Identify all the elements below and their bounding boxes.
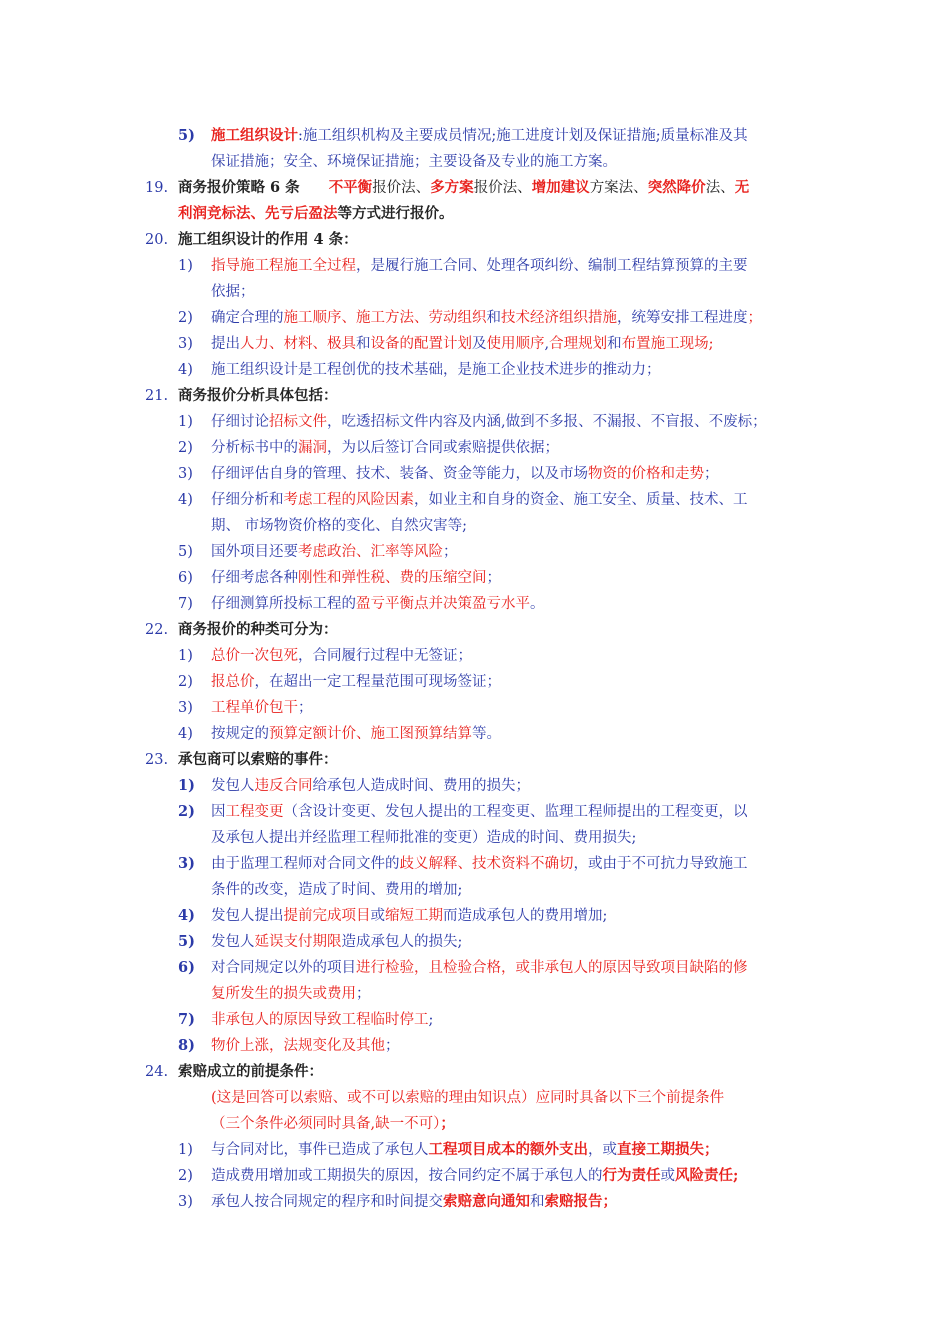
line-text bbox=[211, 1114, 455, 1134]
text-run: ； bbox=[486, 570, 501, 586]
line-text bbox=[178, 750, 338, 770]
text-run: 延误支付期限 bbox=[254, 934, 342, 950]
item-number: 2) bbox=[178, 674, 193, 690]
text-run: 国外项目还要 bbox=[211, 544, 298, 560]
text-run: 或 bbox=[370, 908, 385, 924]
text-run: 施工顺序、施工方法、劳动组织 bbox=[283, 310, 487, 326]
item-number: 8) bbox=[178, 1037, 195, 1054]
line-text bbox=[211, 256, 748, 276]
text-run: 等方式进行报价。 bbox=[337, 205, 454, 222]
line-text bbox=[211, 412, 767, 432]
text-run: ，为以后签订合同或索赔提供依据； bbox=[327, 440, 559, 456]
item-number: 5) bbox=[178, 127, 195, 144]
text-run: 施工组织设计是工程创优的技术基础，是施工企业技术进步的推动力； bbox=[211, 362, 661, 378]
text-run: ，是履行施工合同、处理各项纠纷、编制工程结算预算的主要 bbox=[356, 258, 748, 274]
text-run: 考虑工程的风险因素 bbox=[283, 492, 414, 508]
line-text bbox=[211, 594, 545, 614]
text-run: 盈亏平衡点并决策盈亏水平 bbox=[356, 596, 530, 612]
text-run: 使用顺序 bbox=[486, 336, 545, 352]
text-run: 报价法、 bbox=[372, 180, 431, 196]
text-run: 技术经济组织措施 bbox=[501, 310, 617, 326]
section-number: 23. bbox=[145, 752, 169, 768]
text-run: 物资的价格和走势 bbox=[588, 466, 704, 482]
text-run: 与合同对比，事件已造成了承包人 bbox=[211, 1142, 429, 1158]
text-run: 和 bbox=[356, 336, 371, 352]
text-run: ； bbox=[298, 700, 313, 716]
text-run: 不平衡 bbox=[328, 179, 373, 196]
line-text bbox=[211, 490, 748, 510]
text-run: 利润竞标法、先亏后盈法 bbox=[178, 205, 338, 222]
text-run: 按规定的 bbox=[211, 726, 269, 742]
text-run: 布置施工现场; bbox=[621, 336, 714, 352]
line-text bbox=[211, 126, 748, 146]
text-run: 保证措施；安全、环境保证措施；主要设备及专业的施工方案。 bbox=[211, 154, 617, 170]
text-run: 总价一次包死 bbox=[211, 648, 298, 664]
line-text bbox=[211, 984, 371, 1004]
text-run: 招标文件 bbox=[269, 414, 327, 430]
line-text bbox=[211, 568, 501, 588]
text-run: ，如业主和自身的资金、施工安全、质量、技术、工 bbox=[414, 492, 748, 508]
text-run: 法、 bbox=[705, 180, 735, 196]
text-run: 商务报价的种类可分为： bbox=[178, 621, 338, 638]
text-run: 施工组织设计 bbox=[211, 127, 298, 144]
text-run: 报总价 bbox=[211, 674, 255, 690]
line-text bbox=[211, 152, 617, 172]
line-text bbox=[211, 724, 501, 744]
text-run: 。 bbox=[530, 596, 545, 612]
text-run: 确定合理的 bbox=[211, 310, 284, 326]
line-text bbox=[211, 828, 636, 848]
item-number: 4) bbox=[178, 362, 193, 378]
text-run: , bbox=[544, 336, 550, 352]
line-text bbox=[211, 1192, 617, 1212]
line-text bbox=[178, 230, 358, 250]
item-number: 6) bbox=[178, 570, 193, 586]
item-number: 3) bbox=[178, 336, 193, 352]
line-text bbox=[211, 698, 313, 718]
text-run: 预算定额计价、施工图预算结算 bbox=[269, 726, 472, 742]
text-run: 合理规划 bbox=[549, 336, 608, 352]
line-text bbox=[211, 360, 661, 380]
line-text bbox=[211, 1036, 400, 1056]
line-text bbox=[211, 1140, 719, 1160]
text-run: 复所发生的损失或费用 bbox=[211, 986, 356, 1002]
text-run: 仔细分析和 bbox=[211, 492, 284, 508]
text-run: 依据； bbox=[211, 284, 255, 300]
text-run: ，或由于不可抗力导致施工 bbox=[573, 856, 748, 872]
text-run: 分析标书中的 bbox=[211, 440, 298, 456]
line-text bbox=[178, 1062, 323, 1082]
item-number: 3) bbox=[178, 466, 193, 482]
text-run: 多方案 bbox=[430, 179, 474, 196]
text-run: 仔细考虑各种 bbox=[211, 570, 298, 586]
text-run: 考虑政治、汇率等风险 bbox=[298, 544, 443, 560]
item-number: 5) bbox=[178, 933, 195, 950]
line-text bbox=[211, 776, 530, 796]
text-run: 承包商可以索赔的事件： bbox=[178, 751, 338, 768]
text-run: (这是回答可以索赔、或不可以索赔的理由知识点）应同时具备以下三个前提条件 bbox=[211, 1090, 725, 1106]
text-run: 发包人 bbox=[211, 778, 255, 794]
text-run: :施工组织机构及主要成员情况;施工进度计划及保证措施;质量标准及其 bbox=[298, 128, 748, 144]
text-run: ; bbox=[428, 1012, 434, 1028]
line-text bbox=[211, 802, 748, 822]
text-run: 工程项目成本的额外支出 bbox=[428, 1141, 588, 1158]
text-run: 违反合同 bbox=[254, 778, 313, 794]
item-number: 3) bbox=[178, 855, 195, 872]
text-run: 设备的配置计划 bbox=[370, 336, 472, 352]
text-run: 工程单价包干 bbox=[211, 700, 298, 716]
line-text bbox=[211, 542, 458, 562]
text-run: （含设计变更、发包人提出的工程变更、监理工程师提出的工程变更，以 bbox=[283, 804, 748, 820]
text-run: 及承包人提出并经监理工程师批准的变更）造成的时间、费用损失; bbox=[211, 830, 637, 846]
text-run: 仔细测算所投标工程的 bbox=[211, 596, 356, 612]
text-run: 漏洞 bbox=[298, 440, 327, 456]
text-run: ； bbox=[443, 544, 458, 560]
text-run: 商务报价分析具体包括： bbox=[178, 387, 338, 404]
text-run: 等。 bbox=[472, 726, 501, 742]
text-run: 提出 bbox=[211, 336, 240, 352]
text-run: 非承包人的原因导致工程临时停工 bbox=[211, 1012, 429, 1028]
text-run: ； bbox=[356, 986, 371, 1002]
item-number: 1) bbox=[178, 648, 193, 664]
section-number: 20. bbox=[145, 232, 169, 248]
item-number: 2) bbox=[178, 440, 193, 456]
item-number: 4) bbox=[178, 726, 193, 742]
text-run: 方案法、 bbox=[589, 180, 648, 196]
item-number: 7) bbox=[178, 596, 193, 612]
text-run: 和 bbox=[486, 310, 501, 326]
item-number: 6) bbox=[178, 959, 195, 976]
line-text bbox=[211, 854, 748, 874]
text-run: ，在超出一定工程量范围可现场签证； bbox=[254, 674, 501, 690]
line-text bbox=[178, 204, 454, 224]
text-run: 行为责任 bbox=[602, 1167, 661, 1184]
item-number: 1) bbox=[178, 777, 195, 794]
line-text bbox=[178, 620, 338, 640]
text-run: 仔细讨论 bbox=[211, 414, 269, 430]
text-run: ； bbox=[385, 1038, 400, 1054]
text-run: 索赔意向通知 bbox=[443, 1193, 530, 1210]
item-number: 1) bbox=[178, 258, 193, 274]
line-text bbox=[211, 1010, 433, 1030]
text-run: 人力、材料、极具 bbox=[240, 336, 356, 352]
text-run: 物价上涨，法规变化及其他 bbox=[211, 1038, 385, 1054]
item-number: 7) bbox=[178, 1011, 195, 1028]
text-run: 由于监理工程师对合同文件的 bbox=[211, 856, 400, 872]
text-run: 进行检验，且检验合格，或非承包人的原因导致项目缺陷的修 bbox=[356, 960, 748, 976]
text-run: 歧义解释、技术资料不确切 bbox=[399, 856, 574, 872]
item-number: 3) bbox=[178, 700, 193, 716]
text-run: 无 bbox=[734, 179, 750, 196]
text-run: 及 bbox=[472, 336, 487, 352]
line-text bbox=[211, 1166, 738, 1186]
item-number: 2) bbox=[178, 803, 195, 820]
line-text bbox=[211, 516, 467, 536]
line-text bbox=[211, 672, 501, 692]
text-run: 期、 市场物资价格的变化、自然灾害等; bbox=[211, 518, 467, 534]
text-run: 发包人提出 bbox=[211, 908, 284, 924]
text-run: 因 bbox=[211, 804, 226, 820]
text-run: 提前完成项目 bbox=[283, 908, 371, 924]
item-number: 5) bbox=[178, 544, 193, 560]
line-text bbox=[178, 386, 338, 406]
text-run: ； bbox=[440, 1115, 455, 1132]
text-run: 增加建议 bbox=[531, 179, 590, 196]
section-number: 19. bbox=[145, 180, 169, 196]
text-run: 承包人按合同规定的程序和时间提交 bbox=[211, 1194, 443, 1210]
line-text bbox=[211, 646, 472, 666]
text-run: 商务报价策略 6 条 bbox=[178, 179, 300, 196]
text-run: 缩短工期 bbox=[385, 908, 443, 924]
text-run: 索赔报告； bbox=[544, 1193, 617, 1210]
text-run: 索赔成立的前提条件： bbox=[178, 1063, 323, 1080]
text-run bbox=[300, 180, 329, 196]
item-number: 1) bbox=[178, 1142, 193, 1158]
text-run: 刚性和弹性税、费的压缩空间 bbox=[298, 570, 487, 586]
item-number: 1) bbox=[178, 414, 193, 430]
text-run: 造成费用增加或工期损失的原因，按合同约定不属于承包人的 bbox=[211, 1168, 603, 1184]
text-run: 报价法、 bbox=[473, 180, 532, 196]
section-number: 21. bbox=[145, 388, 169, 404]
text-run: ，吃透招标文件内容及内涵,做到不多报、不漏报、不盲报、不废标； bbox=[327, 414, 767, 430]
line-text bbox=[211, 308, 762, 328]
item-number: 2) bbox=[178, 1168, 193, 1184]
text-run: ，合同履行过程中无签证； bbox=[298, 648, 472, 664]
section-number: 24. bbox=[145, 1064, 169, 1080]
text-run: ； bbox=[747, 310, 762, 326]
line-text bbox=[211, 958, 748, 978]
line-text bbox=[211, 880, 462, 900]
text-run: 和 bbox=[607, 336, 622, 352]
text-run: 指导施工程施工全过程 bbox=[211, 258, 356, 274]
text-run: ，或 bbox=[588, 1142, 617, 1158]
text-run: 风险责任; bbox=[675, 1167, 739, 1184]
section-number: 22. bbox=[145, 622, 169, 638]
text-run: 而造成承包人的费用增加; bbox=[443, 908, 608, 924]
item-number: 2) bbox=[178, 310, 193, 326]
text-run: 给承包人造成时间、费用的损失； bbox=[312, 778, 530, 794]
text-run: 造成承包人的损失; bbox=[341, 934, 463, 950]
line-text bbox=[211, 1088, 724, 1108]
line-text bbox=[211, 906, 607, 926]
line-text bbox=[211, 932, 462, 952]
text-run: 仔细评估自身的管理、技术、装备、资金等能力，以及市场 bbox=[211, 466, 588, 482]
text-run: 发包人 bbox=[211, 934, 255, 950]
text-run: ，统筹安排工程进度 bbox=[617, 310, 748, 326]
text-run: 突然降价 bbox=[647, 179, 706, 196]
text-run: （三个条件必须同时具备,缺一不可） bbox=[211, 1116, 441, 1132]
text-run: 条件的改变，造成了时间、费用的增加; bbox=[211, 882, 463, 898]
text-run: 或 bbox=[660, 1168, 675, 1184]
text-run: 直接工期损失； bbox=[617, 1141, 719, 1158]
line-text bbox=[211, 334, 714, 354]
item-number: 4) bbox=[178, 492, 193, 508]
text-run: ； bbox=[704, 466, 719, 482]
text-run: 对合同规定以外的项目 bbox=[211, 960, 356, 976]
text-run: 和 bbox=[530, 1194, 545, 1210]
line-text bbox=[211, 438, 559, 458]
item-number: 4) bbox=[178, 907, 195, 924]
text-run: 工程变更 bbox=[225, 804, 284, 820]
item-number: 3) bbox=[178, 1194, 193, 1210]
line-text bbox=[211, 464, 719, 484]
text-run: 施工组织设计的作用 4 条： bbox=[178, 231, 358, 248]
line-text bbox=[211, 282, 255, 302]
line-text bbox=[178, 178, 749, 198]
